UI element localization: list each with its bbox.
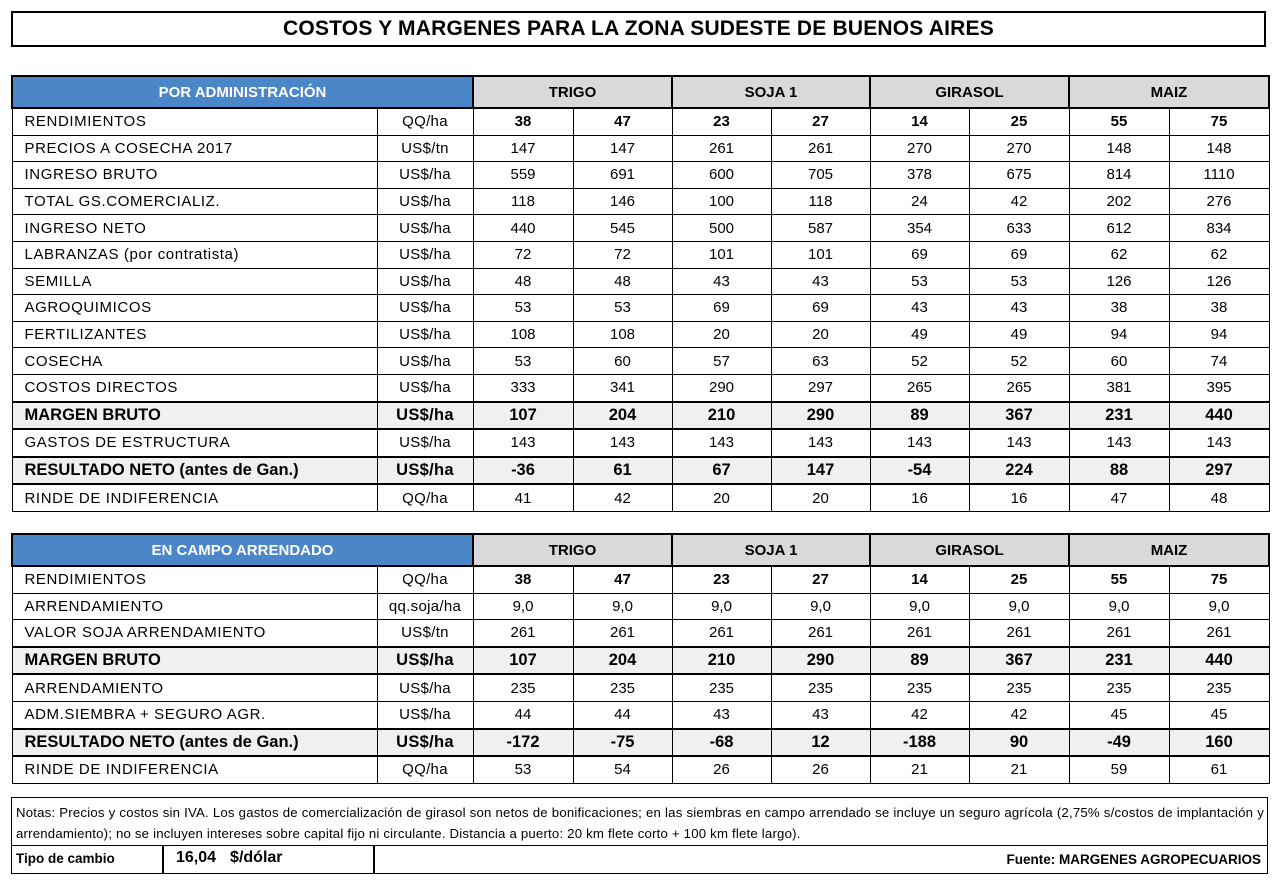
- value-cell: 143: [969, 429, 1069, 457]
- value-cell: 143: [1069, 429, 1169, 457]
- value-cell: 235: [1069, 674, 1169, 701]
- row-unit: US$/ha: [377, 729, 473, 757]
- crop-header: TRIGO: [473, 76, 672, 108]
- value-cell: 9,0: [771, 593, 870, 620]
- row-unit: US$/ha: [377, 429, 473, 457]
- value-cell: 43: [870, 295, 969, 322]
- value-cell: 53: [473, 756, 573, 783]
- row-unit: US$/ha: [377, 348, 473, 375]
- row-label: RINDE DE INDIFERENCIA: [12, 756, 377, 783]
- value-cell: 297: [771, 374, 870, 401]
- value-cell: 101: [672, 241, 771, 268]
- value-cell: 43: [771, 268, 870, 295]
- value-cell: 261: [473, 620, 573, 647]
- value-cell: 53: [473, 348, 573, 375]
- table-row: [12, 756, 1269, 783]
- value-cell: 57: [672, 348, 771, 375]
- value-cell: 290: [771, 647, 870, 675]
- value-cell: 55: [1069, 108, 1169, 135]
- value-cell: 53: [969, 268, 1069, 295]
- value-cell: 20: [771, 484, 870, 511]
- value-cell: 72: [573, 241, 672, 268]
- value-cell: 45: [1069, 701, 1169, 728]
- crop-header: MAIZ: [1069, 76, 1269, 108]
- value-cell: 27: [771, 108, 870, 135]
- value-cell: 276: [1169, 188, 1269, 215]
- table-row: [12, 162, 1269, 189]
- value-cell: 231: [1069, 647, 1169, 675]
- value-cell: 60: [1069, 348, 1169, 375]
- value-cell: 147: [473, 135, 573, 162]
- value-cell: 204: [573, 647, 672, 675]
- value-cell: 48: [573, 268, 672, 295]
- value-cell: 9,0: [573, 593, 672, 620]
- row-label: GASTOS DE ESTRUCTURA: [12, 429, 377, 457]
- value-cell: 61: [1169, 756, 1269, 783]
- value-cell: 67: [672, 457, 771, 485]
- value-cell: 440: [473, 215, 573, 242]
- table-row: [12, 188, 1269, 215]
- row-unit: US$/tn: [377, 135, 473, 162]
- crop-header: SOJA 1: [672, 534, 870, 566]
- value-cell: 1110: [1169, 162, 1269, 189]
- value-cell: 118: [771, 188, 870, 215]
- value-cell: 74: [1169, 348, 1269, 375]
- row-label: ADM.SIEMBRA + SEGURO AGR.: [12, 701, 377, 728]
- value-cell: 100: [672, 188, 771, 215]
- value-cell: 69: [969, 241, 1069, 268]
- value-cell: 69: [672, 295, 771, 322]
- value-cell: 341: [573, 374, 672, 401]
- value-cell: 265: [969, 374, 1069, 401]
- value-cell: 9,0: [1169, 593, 1269, 620]
- value-cell: 23: [672, 108, 771, 135]
- value-cell: 101: [771, 241, 870, 268]
- row-unit: US$/ha: [377, 647, 473, 675]
- page-title: COSTOS Y MARGENES PARA LA ZONA SUDESTE DE BUENOS AIRES: [11, 11, 1266, 47]
- value-cell: 148: [1169, 135, 1269, 162]
- value-cell: 38: [473, 566, 573, 593]
- value-cell: 147: [573, 135, 672, 162]
- value-cell: 61: [573, 457, 672, 485]
- value-cell: -49: [1069, 729, 1169, 757]
- admin-table: [11, 75, 1270, 512]
- row-label: MARGEN BRUTO: [12, 647, 377, 675]
- table-row: [12, 647, 1269, 675]
- row-unit: QQ/ha: [377, 756, 473, 783]
- row-label: TOTAL GS.COMERCIALIZ.: [12, 188, 377, 215]
- crop-header: GIRASOL: [870, 534, 1069, 566]
- row-label: RINDE DE INDIFERENCIA: [12, 484, 377, 511]
- value-cell: 69: [771, 295, 870, 322]
- value-cell: 38: [1169, 295, 1269, 322]
- value-cell: 261: [672, 135, 771, 162]
- value-cell: 75: [1169, 108, 1269, 135]
- table-row: [12, 402, 1269, 430]
- value-cell: -172: [473, 729, 573, 757]
- value-cell: 147: [771, 457, 870, 485]
- value-cell: 43: [672, 701, 771, 728]
- value-cell: 45: [1169, 701, 1269, 728]
- value-cell: 235: [473, 674, 573, 701]
- value-cell: 43: [771, 701, 870, 728]
- row-unit: US$/ha: [377, 374, 473, 401]
- value-cell: 24: [870, 188, 969, 215]
- value-cell: 587: [771, 215, 870, 242]
- value-cell: 202: [1069, 188, 1169, 215]
- value-cell: 126: [1169, 268, 1269, 295]
- row-label: AGROQUIMICOS: [12, 295, 377, 322]
- row-unit: QQ/ha: [377, 484, 473, 511]
- value-cell: 48: [473, 268, 573, 295]
- row-unit: US$/ha: [377, 241, 473, 268]
- value-cell: 42: [870, 701, 969, 728]
- value-cell: 261: [1069, 620, 1169, 647]
- rent-table: [11, 533, 1270, 784]
- value-cell: 44: [573, 701, 672, 728]
- value-cell: 62: [1069, 241, 1169, 268]
- value-cell: 146: [573, 188, 672, 215]
- value-cell: 41: [473, 484, 573, 511]
- value-cell: -188: [870, 729, 969, 757]
- exchange-label: Tipo de cambio: [16, 851, 115, 866]
- value-cell: 94: [1069, 321, 1169, 348]
- table-row: [12, 457, 1269, 485]
- value-cell: 26: [771, 756, 870, 783]
- value-cell: 27: [771, 566, 870, 593]
- value-cell: 333: [473, 374, 573, 401]
- value-cell: 814: [1069, 162, 1169, 189]
- row-unit: qq.soja/ha: [377, 593, 473, 620]
- row-label: VALOR SOJA ARRENDAMIENTO: [12, 620, 377, 647]
- exchange-value: 16,04: [176, 849, 217, 866]
- value-cell: 235: [672, 674, 771, 701]
- value-cell: 53: [473, 295, 573, 322]
- value-cell: 90: [969, 729, 1069, 757]
- value-cell: 20: [771, 321, 870, 348]
- value-cell: 261: [870, 620, 969, 647]
- value-cell: 108: [573, 321, 672, 348]
- value-cell: 354: [870, 215, 969, 242]
- row-unit: QQ/ha: [377, 108, 473, 135]
- value-cell: 378: [870, 162, 969, 189]
- value-cell: 395: [1169, 374, 1269, 401]
- value-cell: 367: [969, 402, 1069, 430]
- row-label: ARRENDAMIENTO: [12, 674, 377, 701]
- row-label: INGRESO NETO: [12, 215, 377, 242]
- table-row: [12, 374, 1269, 401]
- row-label: INGRESO BRUTO: [12, 162, 377, 189]
- crop-header: TRIGO: [473, 534, 672, 566]
- value-cell: 12: [771, 729, 870, 757]
- value-cell: 9,0: [473, 593, 573, 620]
- table-row: [12, 729, 1269, 757]
- row-unit: US$/ha: [377, 674, 473, 701]
- table-row: [12, 295, 1269, 322]
- value-cell: 290: [771, 402, 870, 430]
- value-cell: 9,0: [969, 593, 1069, 620]
- table-row: [12, 484, 1269, 511]
- value-cell: 72: [473, 241, 573, 268]
- value-cell: 290: [672, 374, 771, 401]
- value-cell: -54: [870, 457, 969, 485]
- value-cell: 20: [672, 321, 771, 348]
- value-cell: 52: [969, 348, 1069, 375]
- value-cell: 26: [672, 756, 771, 783]
- value-cell: 600: [672, 162, 771, 189]
- row-unit: US$/ha: [377, 402, 473, 430]
- value-cell: 633: [969, 215, 1069, 242]
- row-unit: US$/tn: [377, 620, 473, 647]
- value-cell: 42: [969, 188, 1069, 215]
- value-cell: 53: [870, 268, 969, 295]
- row-label: PRECIOS A COSECHA 2017: [12, 135, 377, 162]
- row-label: RENDIMIENTOS: [12, 566, 377, 593]
- value-cell: 62: [1169, 241, 1269, 268]
- section-header-row: [12, 76, 1269, 108]
- value-cell: 43: [969, 295, 1069, 322]
- value-cell: 160: [1169, 729, 1269, 757]
- value-cell: 42: [969, 701, 1069, 728]
- value-cell: 48: [1169, 484, 1269, 511]
- value-cell: 261: [969, 620, 1069, 647]
- value-cell: 143: [870, 429, 969, 457]
- value-cell: 235: [1169, 674, 1269, 701]
- value-cell: 21: [969, 756, 1069, 783]
- value-cell: 261: [672, 620, 771, 647]
- table-row: [12, 674, 1269, 701]
- value-cell: 545: [573, 215, 672, 242]
- crop-header: SOJA 1: [672, 76, 870, 108]
- value-cell: 143: [473, 429, 573, 457]
- notes-text: Notas: Precios y costos sin IVA. Los gastos de comercialización de girasol son netos de bonificaciones; en las siembras en campo arrendado se incluye un seguro agrícola (2,75% s/costos de implantación y arrendamiento); no se incluyen intereses sobre capital fijo ni circulante. Distancia a puerto: 20 km flete corto + 100 km flete largo).: [16, 805, 1264, 841]
- value-cell: 367: [969, 647, 1069, 675]
- value-cell: 55: [1069, 566, 1169, 593]
- notes-footer: [12, 845, 1267, 874]
- source-label: Fuente: MARGENES AGROPECUARIOS: [1006, 852, 1261, 867]
- value-cell: 25: [969, 108, 1069, 135]
- table-row: [12, 701, 1269, 728]
- value-cell: -75: [573, 729, 672, 757]
- value-cell: 54: [573, 756, 672, 783]
- value-cell: 261: [1169, 620, 1269, 647]
- row-label: COSTOS DIRECTOS: [12, 374, 377, 401]
- value-cell: 9,0: [672, 593, 771, 620]
- table-row: [12, 429, 1269, 457]
- value-cell: 25: [969, 566, 1069, 593]
- value-cell: 94: [1169, 321, 1269, 348]
- value-cell: 834: [1169, 215, 1269, 242]
- value-cell: 381: [1069, 374, 1169, 401]
- value-cell: 559: [473, 162, 573, 189]
- value-cell: 16: [969, 484, 1069, 511]
- value-cell: 265: [870, 374, 969, 401]
- value-cell: 440: [1169, 402, 1269, 430]
- value-cell: 38: [473, 108, 573, 135]
- value-cell: 9,0: [1069, 593, 1169, 620]
- value-cell: 204: [573, 402, 672, 430]
- value-cell: 69: [870, 241, 969, 268]
- row-unit: US$/ha: [377, 215, 473, 242]
- value-cell: 231: [1069, 402, 1169, 430]
- value-cell: 23: [672, 566, 771, 593]
- row-unit: US$/ha: [377, 188, 473, 215]
- value-cell: 107: [473, 647, 573, 675]
- value-cell: 108: [473, 321, 573, 348]
- value-cell: 143: [573, 429, 672, 457]
- value-cell: 75: [1169, 566, 1269, 593]
- row-unit: US$/ha: [377, 457, 473, 485]
- value-cell: -68: [672, 729, 771, 757]
- value-cell: 235: [771, 674, 870, 701]
- value-cell: 235: [573, 674, 672, 701]
- table-row: [12, 348, 1269, 375]
- value-cell: 224: [969, 457, 1069, 485]
- value-cell: 49: [969, 321, 1069, 348]
- row-label: FERTILIZANTES: [12, 321, 377, 348]
- row-label: MARGEN BRUTO: [12, 402, 377, 430]
- table-row: [12, 241, 1269, 268]
- row-unit: US$/ha: [377, 701, 473, 728]
- value-cell: 107: [473, 402, 573, 430]
- row-unit: US$/ha: [377, 162, 473, 189]
- row-unit: US$/ha: [377, 268, 473, 295]
- value-cell: 89: [870, 647, 969, 675]
- value-cell: 63: [771, 348, 870, 375]
- value-cell: 261: [771, 135, 870, 162]
- value-cell: 500: [672, 215, 771, 242]
- value-cell: 42: [573, 484, 672, 511]
- value-cell: 143: [771, 429, 870, 457]
- value-cell: 88: [1069, 457, 1169, 485]
- exchange-rate: [162, 846, 375, 873]
- value-cell: -36: [473, 457, 573, 485]
- crop-header: GIRASOL: [870, 76, 1069, 108]
- notes-box: [11, 797, 1268, 874]
- value-cell: 9,0: [870, 593, 969, 620]
- value-cell: 261: [771, 620, 870, 647]
- value-cell: 210: [672, 647, 771, 675]
- row-unit: US$/ha: [377, 321, 473, 348]
- value-cell: 126: [1069, 268, 1169, 295]
- table-row: [12, 321, 1269, 348]
- value-cell: 53: [573, 295, 672, 322]
- value-cell: 143: [672, 429, 771, 457]
- value-cell: 235: [969, 674, 1069, 701]
- value-cell: 21: [870, 756, 969, 783]
- table-row: [12, 135, 1269, 162]
- value-cell: 89: [870, 402, 969, 430]
- row-unit: US$/ha: [377, 295, 473, 322]
- row-label: ARRENDAMIENTO: [12, 593, 377, 620]
- value-cell: 16: [870, 484, 969, 511]
- value-cell: 20: [672, 484, 771, 511]
- value-cell: 675: [969, 162, 1069, 189]
- value-cell: 47: [1069, 484, 1169, 511]
- value-cell: 118: [473, 188, 573, 215]
- value-cell: 47: [573, 108, 672, 135]
- value-cell: 691: [573, 162, 672, 189]
- value-cell: 14: [870, 566, 969, 593]
- section-header: EN CAMPO ARRENDADO: [12, 534, 473, 566]
- value-cell: 59: [1069, 756, 1169, 783]
- table-row: [12, 620, 1269, 647]
- row-label: COSECHA: [12, 348, 377, 375]
- table-row: [12, 268, 1269, 295]
- row-label: RESULTADO NETO (antes de Gan.): [12, 729, 377, 757]
- value-cell: 44: [473, 701, 573, 728]
- value-cell: 612: [1069, 215, 1169, 242]
- row-label: LABRANZAS (por contratista): [12, 241, 377, 268]
- table-row: [12, 215, 1269, 242]
- value-cell: 210: [672, 402, 771, 430]
- table-row: [12, 108, 1269, 135]
- value-cell: 440: [1169, 647, 1269, 675]
- value-cell: 705: [771, 162, 870, 189]
- value-cell: 261: [573, 620, 672, 647]
- value-cell: 297: [1169, 457, 1269, 485]
- value-cell: 235: [870, 674, 969, 701]
- value-cell: 52: [870, 348, 969, 375]
- section-header-row: [12, 534, 1269, 566]
- table-row: [12, 566, 1269, 593]
- crop-header: MAIZ: [1069, 534, 1269, 566]
- table-row: [12, 593, 1269, 620]
- value-cell: 49: [870, 321, 969, 348]
- row-label: RENDIMIENTOS: [12, 108, 377, 135]
- value-cell: 14: [870, 108, 969, 135]
- value-cell: 270: [969, 135, 1069, 162]
- row-label: SEMILLA: [12, 268, 377, 295]
- section-header: POR ADMINISTRACIÓN: [12, 76, 473, 108]
- value-cell: 47: [573, 566, 672, 593]
- value-cell: 148: [1069, 135, 1169, 162]
- value-cell: 38: [1069, 295, 1169, 322]
- value-cell: 60: [573, 348, 672, 375]
- value-cell: 143: [1169, 429, 1269, 457]
- row-label: RESULTADO NETO (antes de Gan.): [12, 457, 377, 485]
- value-cell: 43: [672, 268, 771, 295]
- value-cell: 270: [870, 135, 969, 162]
- exchange-unit: $/dólar: [230, 849, 283, 866]
- row-unit: QQ/ha: [377, 566, 473, 593]
